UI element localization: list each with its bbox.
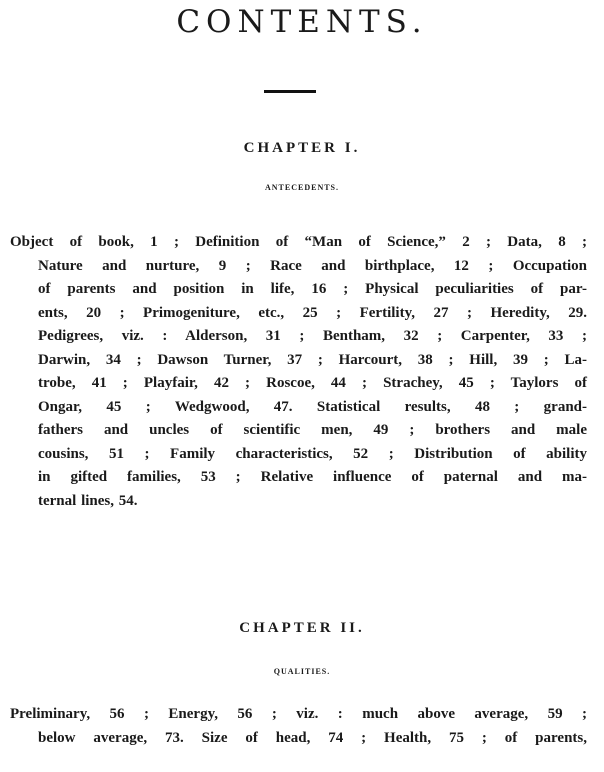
entry-line: Pedigrees, viz. : Alderson, 31 ; Bentham, 32 ; Carpenter, 33 ;: [38, 328, 587, 344]
chapter-1-section-label: ANTECEDENTS.: [264, 183, 339, 192]
entry-line: Preliminary, 56 ; Energy, 56 ; viz. : much above average, 59 ;: [10, 706, 587, 722]
entry-line: in gifted families, 53 ; Relative influence of paternal and ma-: [38, 469, 587, 485]
chapter-1-heading: CHAPTER I.: [243, 140, 361, 156]
chapter-1-contents-entry: [10, 231, 587, 513]
entry-line: Object of book, 1 ; Definition of “Man of Science,” 2 ; Data, 8 ;: [10, 234, 587, 250]
entry-line: fathers and uncles of scientific men, 49 ; brothers and male: [38, 422, 587, 438]
entry-line: of parents and position in life, 16 ; Physical peculiarities of par-: [38, 281, 587, 297]
entry-line: cousins, 51 ; Family characteristics, 52 ; Distribution of ability: [38, 445, 587, 462]
chapter-2-heading: CHAPTER II.: [239, 620, 365, 636]
title-divider: [264, 90, 316, 93]
entry-line: Darwin, 34 ; Dawson Turner, 37 ; Harcourt, 38 ; Hill, 39 ; La-: [38, 351, 587, 368]
entry-line: Ongar, 45 ; Wedgwood, 47. Statistical results, 48 ; grand-: [38, 398, 587, 415]
entry-line: below average, 73. Size of head, 74 ; Health, 75 ; of parents,: [38, 729, 587, 746]
chapter-2-contents-entry: [10, 703, 587, 750]
entry-line: ternal lines, 54.: [38, 492, 138, 509]
page-title: CONTENTS.: [176, 4, 428, 40]
entry-line: Nature and nurture, 9 ; Race and birthplace, 12 ; Occupation: [38, 257, 587, 274]
entry-line: trobe, 41 ; Playfair, 42 ; Roscoe, 44 ; Strachey, 45 ; Taylors of: [38, 375, 587, 391]
chapter-2-section-label: QUALITIES.: [273, 667, 331, 676]
entry-line: ents, 20 ; Primogeniture, etc., 25 ; Fertility, 27 ; Heredity, 29.: [38, 304, 587, 321]
